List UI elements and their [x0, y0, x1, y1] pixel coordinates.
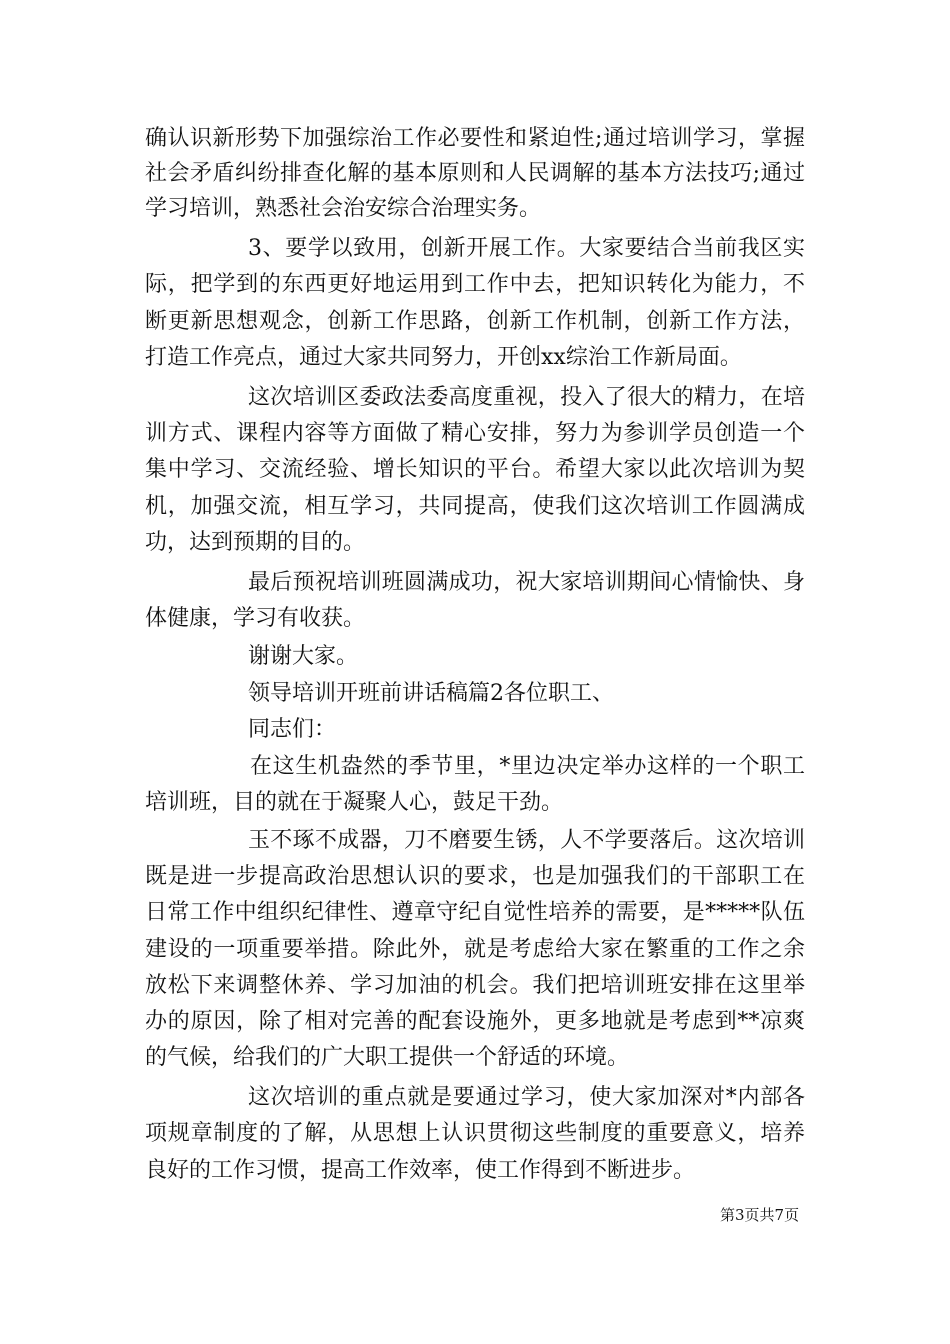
- text-line: 玉不琢不成器，刀不磨要生锈，人不学要落后。这次培训: [248, 828, 805, 853]
- text-line: 项规章制度的了解，从思想上认识贯彻这些制度的重要意义，培养: [145, 1121, 805, 1146]
- text-line: 训方式、课程内容等方面做了精心安排，努力为参训学员创造一个: [145, 421, 805, 446]
- text-line: 社会矛盾纠纷排查化解的基本原则和人民调解的基本方法技巧;通过: [145, 161, 805, 186]
- text-line: 3、要学以致用，创新开展工作。大家要结合当前我区实: [248, 236, 805, 261]
- text-line: 建设的一项重要举措。除此外，就是考虑给大家在繁重的工作之余: [145, 937, 805, 962]
- text-line: 这次培训区委政法委高度重视，投入了很大的精力，在培: [248, 385, 805, 410]
- section-heading: 领导培训开班前讲话稿篇2各位职工、: [248, 681, 614, 706]
- text-line: 机，加强交流，相互学习，共同提高，使我们这次培训工作圆满成: [145, 494, 805, 519]
- text-line: 确认识新形势下加强综治工作必要性和紧迫性;通过培训学习，掌握: [145, 126, 805, 151]
- text-line: 最后预祝培训班圆满成功，祝大家培训期间心情愉快、身: [248, 570, 805, 595]
- text-line: 功，达到预期的目的。: [145, 530, 366, 555]
- text-line: 谢谢大家。: [248, 644, 359, 669]
- text-line: 学习培训，熟悉社会治安综合治理实务。: [145, 196, 542, 221]
- text-line: 的气候，给我们的广大职工提供一个舒适的环境。: [145, 1045, 630, 1070]
- text-line: 在这生机盎然的季节里，*里边决定举办这样的一个职工: [250, 754, 805, 779]
- text-line: 断更新思想观念，创新工作思路，创新工作机制，创新工作方法，: [145, 309, 805, 334]
- text-line: 良好的工作习惯，提高工作效率，使工作得到不断进步。: [145, 1158, 696, 1183]
- text-line: 培训班，目的就在于凝聚人心，鼓足干劲。: [145, 790, 564, 815]
- page-number-footer: 第3页共7页: [720, 1206, 800, 1224]
- text-line: 打造工作亮点，通过大家共同努力，开创xx综治工作新局面。: [145, 345, 742, 370]
- text-line: 既是进一步提高政治思想认识的要求，也是加强我们的干部职工在: [145, 864, 805, 889]
- text-line: 这次培训的重点就是要通过学习，使大家加深对*内部各: [248, 1085, 805, 1110]
- text-line: 放松下来调整休养、学习加油的机会。我们把培训班安排在这里举: [145, 973, 805, 998]
- text-line: 集中学习、交流经验、增长知识的平台。希望大家以此次培训为契: [145, 457, 805, 482]
- text-line: 际，把学到的东西更好地运用到工作中去，把知识转化为能力，不: [145, 272, 805, 297]
- text-line: 日常工作中组织纪律性、遵章守纪自觉性培养的需要，是*****队伍: [145, 900, 805, 925]
- text-line: 同志们：: [248, 717, 337, 742]
- text-line: 办的原因，除了相对完善的配套设施外，更多地就是考虑到**凉爽: [145, 1009, 805, 1034]
- text-line: 体健康，学习有收获。: [145, 606, 366, 631]
